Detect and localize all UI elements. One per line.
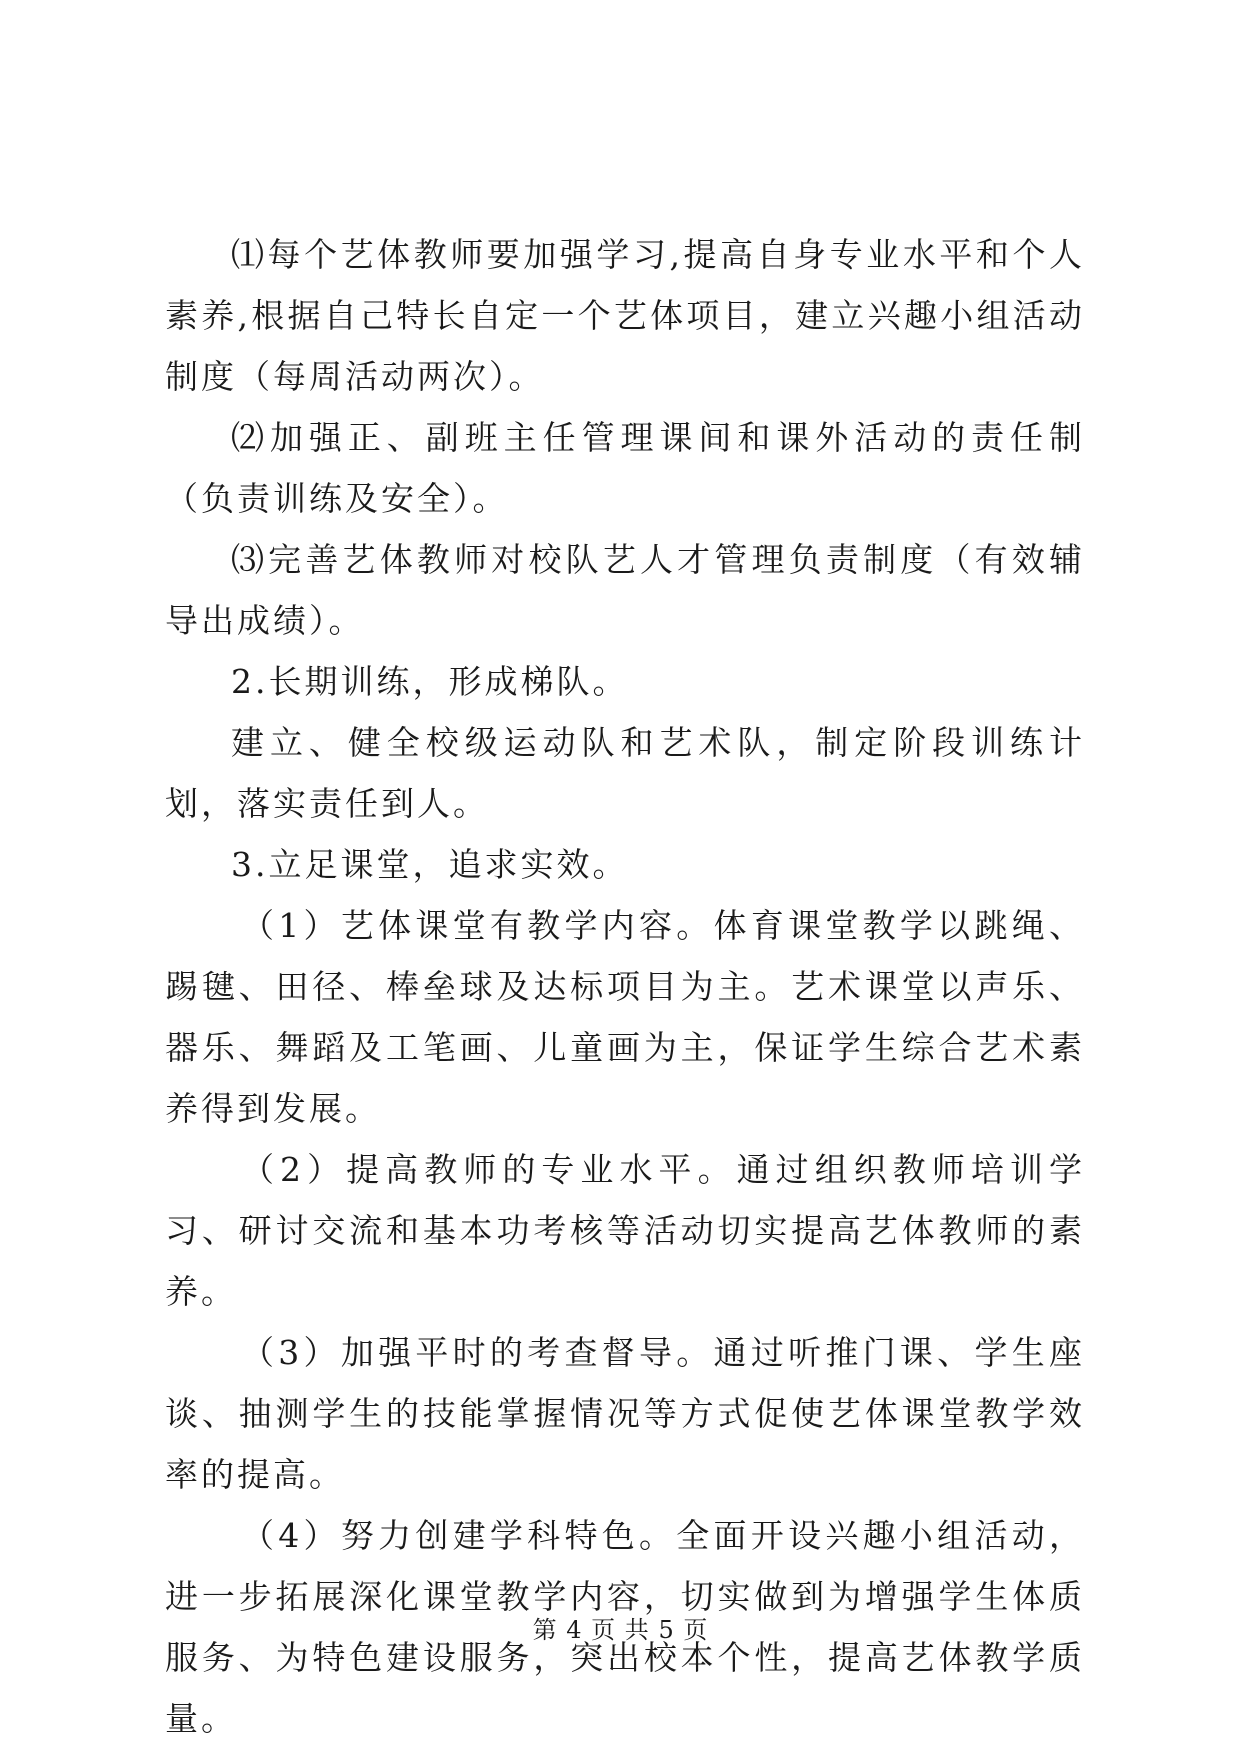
paragraph-item-3: ⑶完善艺体教师对校队艺人才管理负责制度（有效辅导出成绩）。 [165, 540, 1085, 640]
section-heading-2: 2.长期训练，形成梯队。 [231, 662, 629, 701]
document-body [165, 224, 1085, 1749]
page-footer: 第 4 页 共 5 页 [532, 1616, 709, 1644]
paragraph-team: 建立、健全校级运动队和艺术队，制定阶段训练计划，落实责任到人。 [165, 723, 1085, 823]
paragraph-item-2: ⑵加强正、副班主任管理课间和课外活动的责任制（负责训练及安全）。 [165, 418, 1085, 518]
section-heading-3: 3.立足课堂，追求实效。 [231, 845, 629, 884]
paragraph-sub-2: （2）提高教师的专业水平。通过组织教师培训学习、研讨交流和基本功考核等活动切实提高艺体教师的素养。 [165, 1150, 1085, 1311]
paragraph-item-1: ⑴每个艺体教师要加强学习,提高自身专业水平和个人素养,根据自己特长自定一个艺体项目，建立兴趣小组活动制度（每周活动两次）。 [165, 235, 1085, 396]
paragraph-sub-4: （4）努力创建学科特色。全面开设兴趣小组活动，进一步拓展深化课堂教学内容，切实做到为增强学生体质服务、为特色建设服务，突出校本个性，提高艺体教学质量。 [165, 1516, 1085, 1738]
paragraph-sub-3: （3）加强平时的考查督导。通过听推门课、学生座谈、抽测学生的技能掌握情况等方式促使艺体课堂教学效率的提高。 [165, 1333, 1085, 1494]
paragraph-sub-1: （1）艺体课堂有教学内容。体育课堂教学以跳绳、踢毽、田径、棒垒球及达标项目为主。艺术课堂以声乐、器乐、舞蹈及工笔画、儿童画为主，保证学生综合艺术素养得到发展。 [165, 906, 1085, 1128]
